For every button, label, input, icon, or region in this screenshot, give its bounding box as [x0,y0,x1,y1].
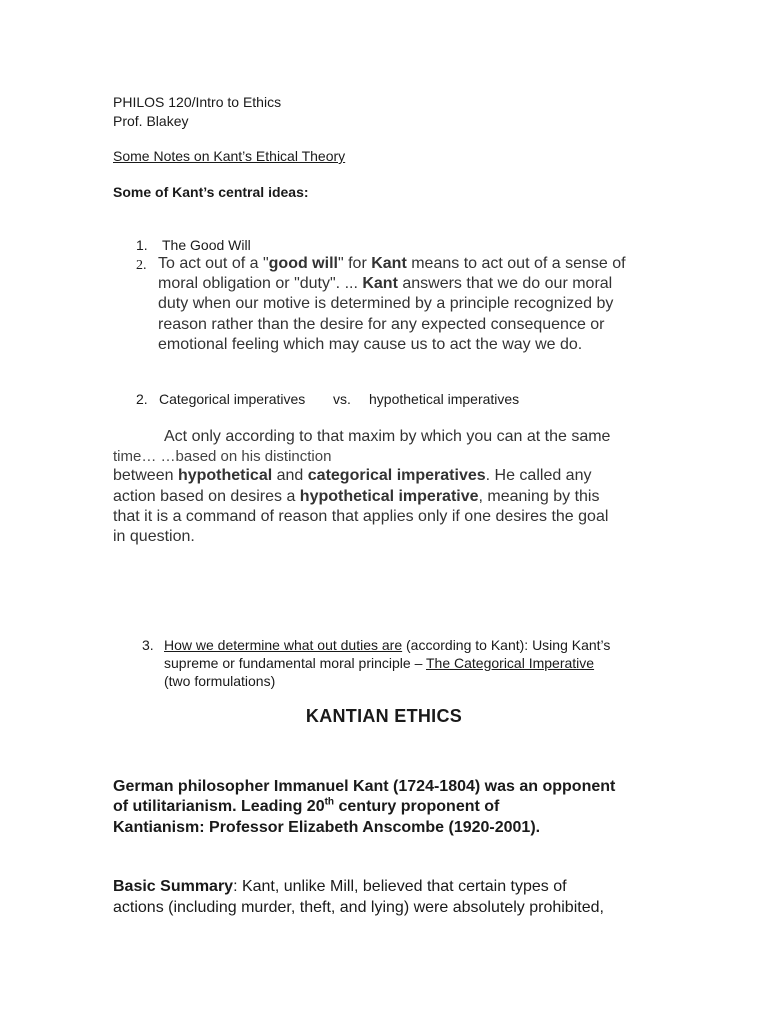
good-will-line-5: emotional feeling which may cause us to act the way we do. [158,336,583,353]
kantian-ethics-title: KANTIAN ETHICS [305,706,463,726]
imperatives-line-3: between hypothetical and categorical imperatives. He called any [113,467,592,484]
duties-line-1: How we determine what out duties are (according to Kant): Using Kant’s [164,637,611,653]
list-number: 1. [136,237,148,253]
list-item-good-will: The Good Will [162,237,251,253]
imperatives-line-5: that it is a command of reason that applies only if one desires the goal [113,508,609,525]
duties-line-3: (two formulations) [164,673,276,689]
good-will-line-3: duty when our motive is determined by a principle recognized by [158,295,614,312]
central-ideas-heading: Some of Kant’s central ideas: [113,184,309,200]
imperatives-line-4: action based on desires a hypothetical imperative, meaning by this [113,488,600,505]
list-number: 3. [142,637,154,653]
summary-line-1: Basic Summary: Kant, unlike Mill, believed that certain types of [113,878,567,895]
list-number: 2. [136,391,148,407]
imperatives-line-6: in question. [113,528,195,545]
hypothetical-label: hypothetical imperatives [369,391,520,407]
good-will-line-1: To act out of a "good will" for Kant means to act out of a sense of [158,255,626,272]
notes-subtitle: Some Notes on Kant’s Ethical Theory [113,148,346,164]
maxim-line-1: Act only according to that maxim by which you can at the same [164,428,611,445]
kant-intro-line-3: Kantianism: Professor Elizabeth Anscombe (1920-2001). [113,819,541,836]
summary-line-2: actions (including murder, theft, and lying) were absolutely prohibited, [113,899,604,916]
versus-label: vs. [333,391,351,407]
professor-name: Prof. Blakey [113,113,189,129]
kant-intro-line-1: German philosopher Immanuel Kant (1724-1804) was an opponent [113,778,616,795]
list-number: 2. [136,258,147,273]
duties-line-2: supreme or fundamental moral principle – The Categorical Imperative [164,655,595,671]
good-will-line-2: moral obligation or "duty". ... Kant answers that we do our moral [158,275,613,292]
categorical-label: Categorical imperatives [159,391,306,407]
course-title: PHILOS 120/Intro to Ethics [113,94,282,110]
maxim-line-2: time… …based on his distinction [113,448,332,465]
kant-intro-line-2: of utilitarianism. Leading 20th century proponent of [113,796,500,815]
good-will-line-4: reason rather than the desire for any expected consequence or [158,316,605,333]
